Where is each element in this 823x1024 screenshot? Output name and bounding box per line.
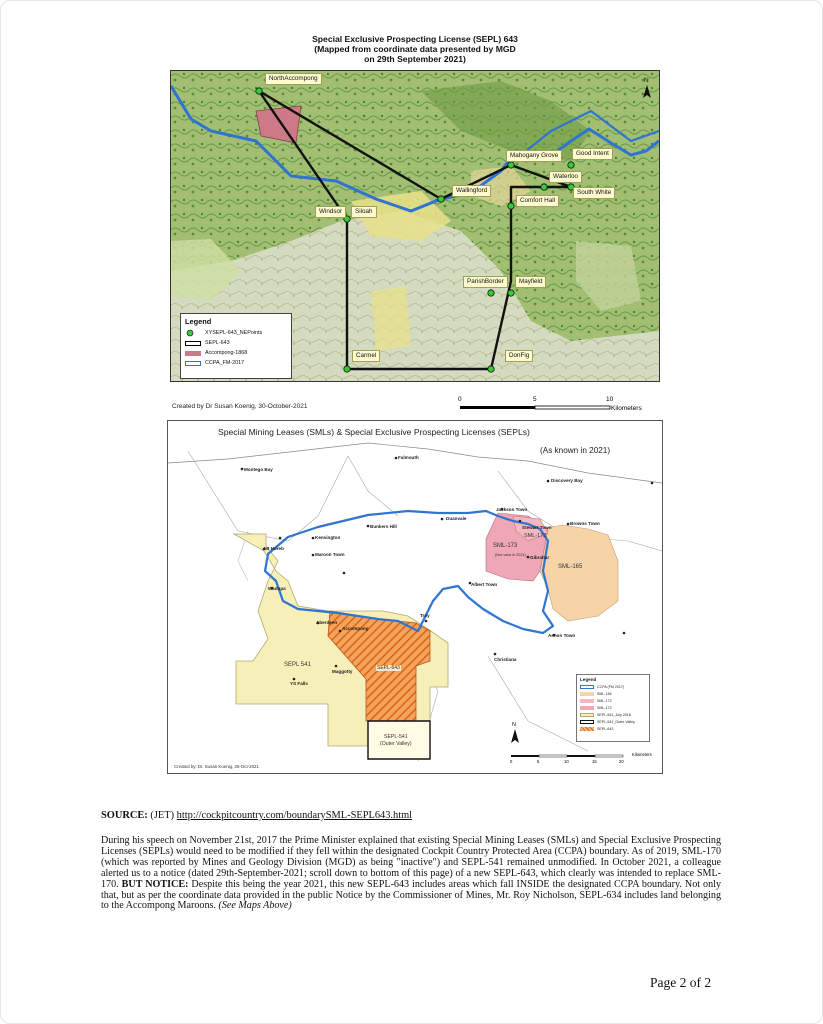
tan-fill-swatch <box>580 692 594 696</box>
map1-scale-bar <box>458 396 648 416</box>
town-label: Stewart Town <box>522 525 552 530</box>
map2-legend-item: CCPA (FM 2017) <box>577 683 649 690</box>
yellow-fill-swatch <box>580 713 594 717</box>
map2-legend-item: SEPL-643 <box>577 725 649 732</box>
area-label-sepl-541-outer: SEPL-541 <box>384 734 408 740</box>
map2-legend-item: SEPL-541_Outer Valley <box>577 718 649 725</box>
town-label: Bunkers Hill <box>370 524 397 529</box>
map1-credit: Created by Dr Susan Koenig, 30-October-2021 <box>172 403 308 410</box>
town-label: Albert Town <box>471 582 498 587</box>
town-label: Duanvale <box>446 516 467 521</box>
map1-legend-item: Accompong-1868 <box>181 348 291 358</box>
town-label: Discovery Bay <box>551 478 583 483</box>
black-outline-swatch <box>580 720 594 724</box>
place-label-mayfield: Mayfield <box>515 276 546 288</box>
rose-fill-swatch <box>580 706 594 710</box>
map1-title: Special Exclusive Prospecting License (SEPL) 643 (Mapped from coordinate data presented by MGD on 29th September 2021) <box>312 34 518 64</box>
map2-legend-item: SML-172 <box>577 697 649 704</box>
scale-tick-5: 5 <box>533 396 537 403</box>
black-outline-swatch <box>185 341 201 346</box>
town-label: Troy <box>420 613 430 618</box>
green-point-icon <box>185 329 201 337</box>
svg-text:N: N <box>644 77 649 84</box>
map2-legend-item: SML-173 <box>577 704 649 711</box>
map1-legend-item: SEPL-643 <box>181 338 291 348</box>
pink-fill-swatch <box>185 351 201 356</box>
map2-scale-tick: 5 <box>537 759 540 764</box>
town-label: Accompong <box>342 626 369 631</box>
place-label-donfig: DonFig <box>505 350 533 362</box>
area-label-outer-valley: (Outer Valley) <box>380 741 412 747</box>
notice-emphasis: BUT NOTICE: <box>121 878 189 890</box>
source-line <box>101 810 412 821</box>
page-number: Page 2 of 2 <box>650 975 712 990</box>
map2-scale-tick: 15 <box>592 759 597 764</box>
map1-legend-item: XYSEPL-643_NEPoints <box>181 328 291 338</box>
town-label: Aberdeen <box>316 620 338 625</box>
town-label: Kensington <box>315 535 341 540</box>
scale-tick-0: 0 <box>458 396 462 403</box>
source-link[interactable]: http://cockpitcountry.com/boundarySML-SEPL643.html <box>176 810 413 821</box>
map2-scale-tick: 20 <box>619 759 624 764</box>
hatched-orange-swatch <box>580 727 594 731</box>
map2-scale-tick: 0 <box>510 759 513 764</box>
map1-legend-title: Legend <box>185 317 212 326</box>
place-label-windsor: Windsor <box>315 206 346 218</box>
area-label-sml-172: SML-172 <box>524 533 547 539</box>
map2-credit: Created by: Dr. Susan Koenig, 26-Oct-2021 <box>174 764 259 769</box>
area-label-sepl-643: SEPL-643 <box>377 665 400 671</box>
body-paragraph: During his speech on November 21st, 2017 the Prime Minister explained that existing Special Mining Leases (SMLs) and Special Exclusive Prospecting Licenses (SEPLs) would need to be modified if they fell within the designated Cockpit Country Protected Area (CCPA) boundary. As of 2019, SML-170 (which was reported by Mines and Geology Division (MGD) as being "inactive") and SEPL-541 remained unmodified. In October 2021, a colleague alerted us to a notice (dated 29th-September-2021; scroll down to bottom of this page) of a new SEPL-643, which clearly was intended to replace SML-170. BUT NOTICE: Despite this being the year 2021, this new SEPL-643 includes areas which fall INSIDE the designated CCPA boundary. Not only that, but as per the coordinate data provided in the public Notice by the Commissioner of Mines, Mr. Roy Nicholson, SEPL-634 includes land belonging to the Accompong Maroons. (See Maps Above) <box>101 835 721 912</box>
source-label: SOURCE: <box>101 810 148 821</box>
map2-scale-tick: 10 <box>564 759 569 764</box>
map1-legend-item: CCPA_FM-2017 <box>181 358 291 368</box>
north-arrow-2 <box>511 722 519 743</box>
map2-legend-title: Legend <box>580 677 597 682</box>
blue-outline-swatch <box>185 361 201 366</box>
map2-legend-item: SEPL-541_July 2018 <box>577 711 649 718</box>
place-label-parish-border: ParishBorder <box>463 276 508 288</box>
pink-fill-swatch <box>580 699 594 703</box>
place-label-south-white: South White <box>573 187 615 199</box>
map2-legend-item: SML-165 <box>577 690 649 697</box>
town-label: Mt Horeb <box>264 546 284 551</box>
town-label: Montego Bay <box>244 467 273 472</box>
town-label: Maggotty <box>332 669 353 674</box>
map2-scale-graphic <box>511 755 623 757</box>
map2-scale-unit: Kilometers <box>632 752 652 757</box>
place-label-wallingford: Wallingford <box>452 185 491 197</box>
map2-title: Special Mining Leases (SMLs) & Special Exclusive Prospecting Licenses (SEPLs) <box>218 427 530 437</box>
svg-text:N: N <box>512 722 516 728</box>
map2-legend <box>576 674 650 742</box>
town-label: Gibraltar <box>530 555 550 560</box>
area-label-sml-165: SML-165 <box>558 564 583 570</box>
blue-outline-swatch <box>580 685 594 689</box>
town-label: Christiana <box>494 657 517 662</box>
map2-subtitle: (As known in 2021) <box>540 446 611 455</box>
smls-sepls-map <box>167 420 663 774</box>
town-label: YS Falls <box>290 681 308 686</box>
town-label: Falmouth <box>398 455 419 460</box>
place-label-mahogany-grove: Mahogany Grove <box>506 150 562 162</box>
scale-unit: Kilometers <box>611 405 642 412</box>
area-label-sml-173: SML-173 <box>493 543 518 549</box>
source-prefix: (JET) <box>150 810 175 821</box>
town-label: Wadupa <box>268 586 286 591</box>
town-label: Browns Town <box>570 521 600 526</box>
map1-legend <box>180 313 292 379</box>
place-label-comfort-hall: Comfort Hall <box>516 195 559 207</box>
place-label-north-accompong: NorthAccompong <box>265 73 322 85</box>
see-maps-note: (See Maps Above) <box>218 900 292 912</box>
place-label-waterloo: Waterloo <box>549 171 582 183</box>
area-label-not-valid: (Not valid in 2021) <box>495 553 526 557</box>
area-label-sepl-541: SEPL 541 <box>284 662 311 668</box>
place-label-good-intent: Good Intent <box>572 148 613 160</box>
town-label: Aenon Town <box>548 633 576 638</box>
place-label-carmel: Carmel <box>352 350 380 362</box>
town-label: Maroon Town <box>315 552 345 557</box>
town-label: Jackson Town <box>496 507 528 512</box>
scale-tick-10: 10 <box>606 396 614 403</box>
place-label-siloah: Siloah <box>351 206 377 218</box>
